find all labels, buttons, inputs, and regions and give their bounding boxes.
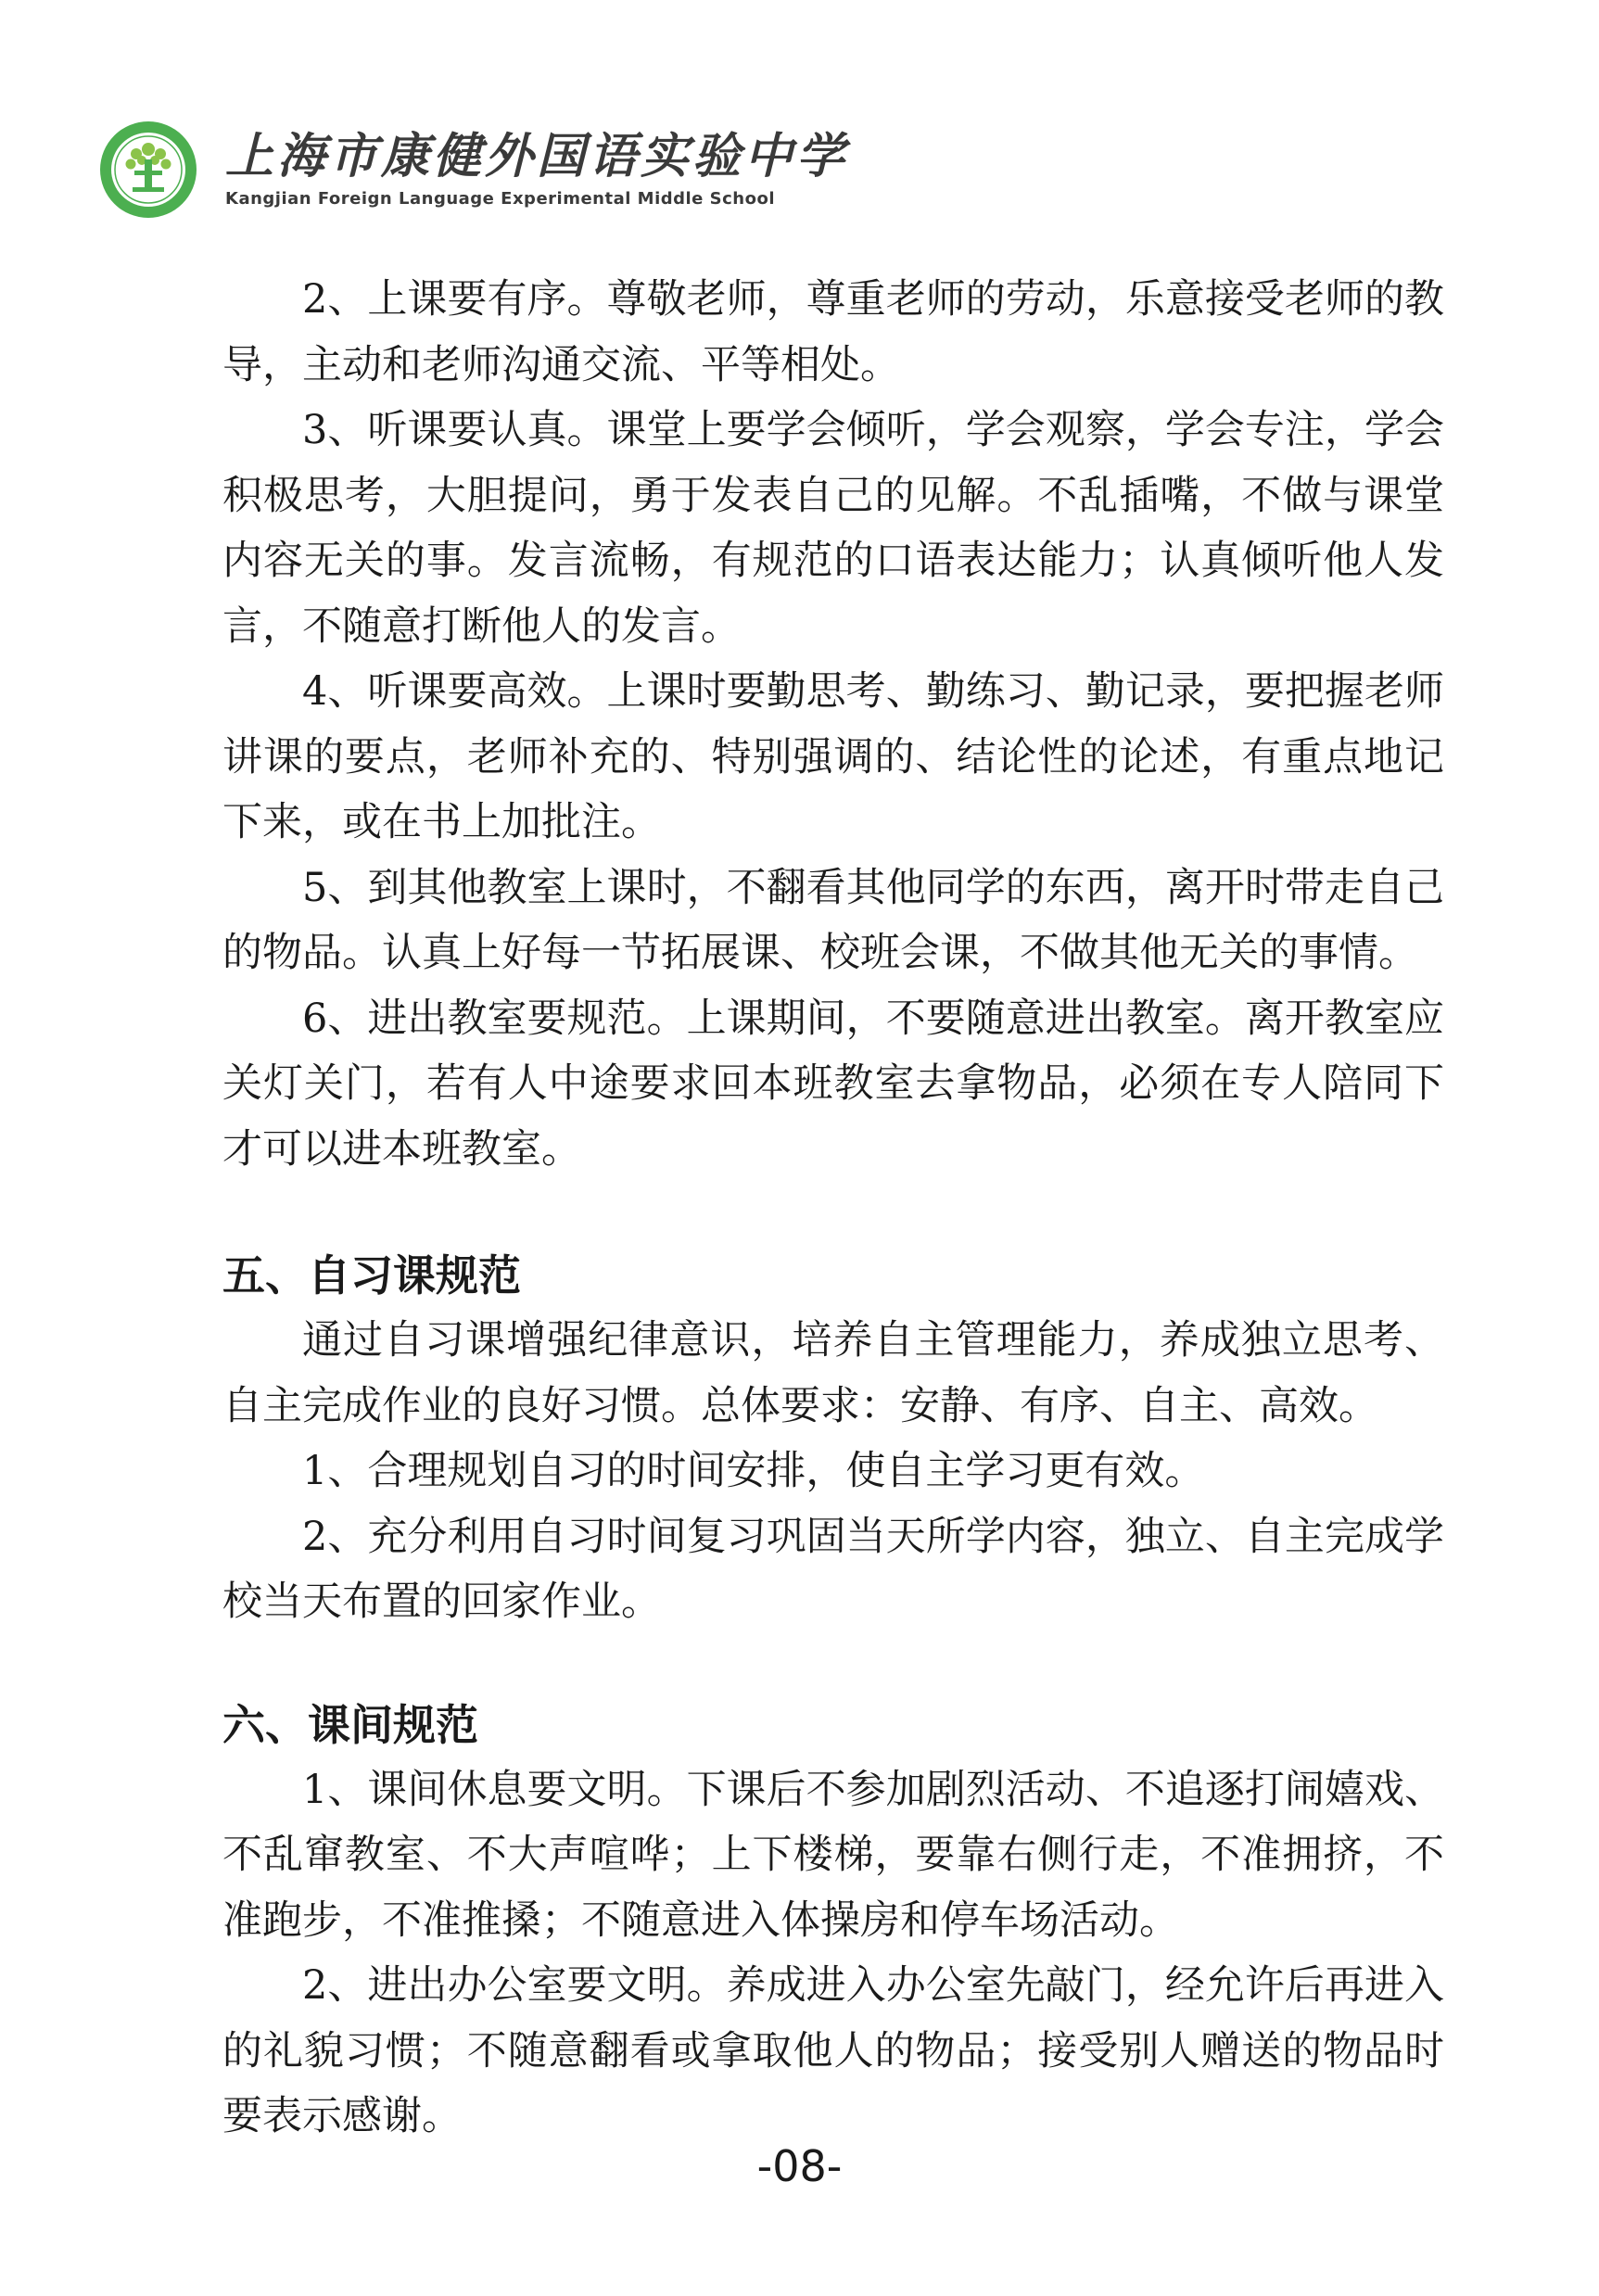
page-content — [222, 267, 1444, 2150]
paragraph: 2、上课要有序。尊敬老师，尊重老师的劳动，乐意接受老师的教导，主动和老师沟通交流、平等相处。 — [222, 276, 1444, 388]
paragraph: 1、课间休息要文明。下课后不参加剧烈活动、不追逐打闹嬉戏、不乱窜教室、不大声喧哗；上下楼梯，要靠右侧行走，不准拥挤，不准跑步，不准推搡；不随意进入体操房和停车场活动。 — [222, 1766, 1444, 1944]
page-number: -08- — [756, 2141, 843, 2191]
section-title: 五、自习课规范 — [222, 1250, 521, 1300]
school-name-en: Kangjian Foreign Language Experimental Middle School — [225, 189, 776, 209]
section-title: 六、课间规范 — [222, 1699, 478, 1750]
school-header — [97, 119, 848, 221]
paragraph: 3、听课要认真。课堂上要学会倾听，学会观察，学会专注，学会积极思考，大胆提问，勇于发表自己的见解。不乱插嘴，不做与课堂内容无关的事。发言流畅，有规范的口语表达能力；认真倾听他人发言，不随意打断他人的发言。 — [222, 407, 1444, 650]
paragraph: 5、到其他教室上课时，不翻看其他同学的东西，离开时带走自己的物品。认真上好每一节拓展课、校班会课，不做其他无关的事情。 — [222, 864, 1444, 976]
paragraph: 2、充分利用自习时间复习巩固当天所学内容，独立、自主完成学校当天布置的回家作业。 — [222, 1513, 1444, 1625]
paragraph: 通过自习课增强纪律意识，培养自主管理能力，养成独立思考、自主完成作业的良好习惯。总体要求：安静、有序、自主、高效。 — [222, 1317, 1444, 1429]
paragraph: 2、进出办公室要文明。养成进入办公室先敲门，经允许后再进入的礼貌习惯；不随意翻看或拿取他人的物品；接受别人赠送的物品时要表示感谢。 — [222, 1962, 1444, 2139]
paragraph: 4、听课要高效。上课时要勤思考、勤练习、勤记录，要把握老师讲课的要点，老师补充的、特别强调的、结论性的论述，有重点地记下来，或在书上加批注。 — [222, 668, 1444, 845]
tree-emblem-icon — [97, 119, 199, 221]
paragraph: 1、合理规划自习的时间安排，使自主学习更有效。 — [302, 1448, 1205, 1494]
school-name-cn: 上海市康健外国语实验中学 — [225, 128, 849, 184]
paragraph: 6、进出教室要规范。上课期间，不要随意进出教室。离开教室应关灯关门，若有人中途要求回本班教室去拿物品，必须在专人陪同下才可以进本班教室。 — [222, 995, 1444, 1173]
